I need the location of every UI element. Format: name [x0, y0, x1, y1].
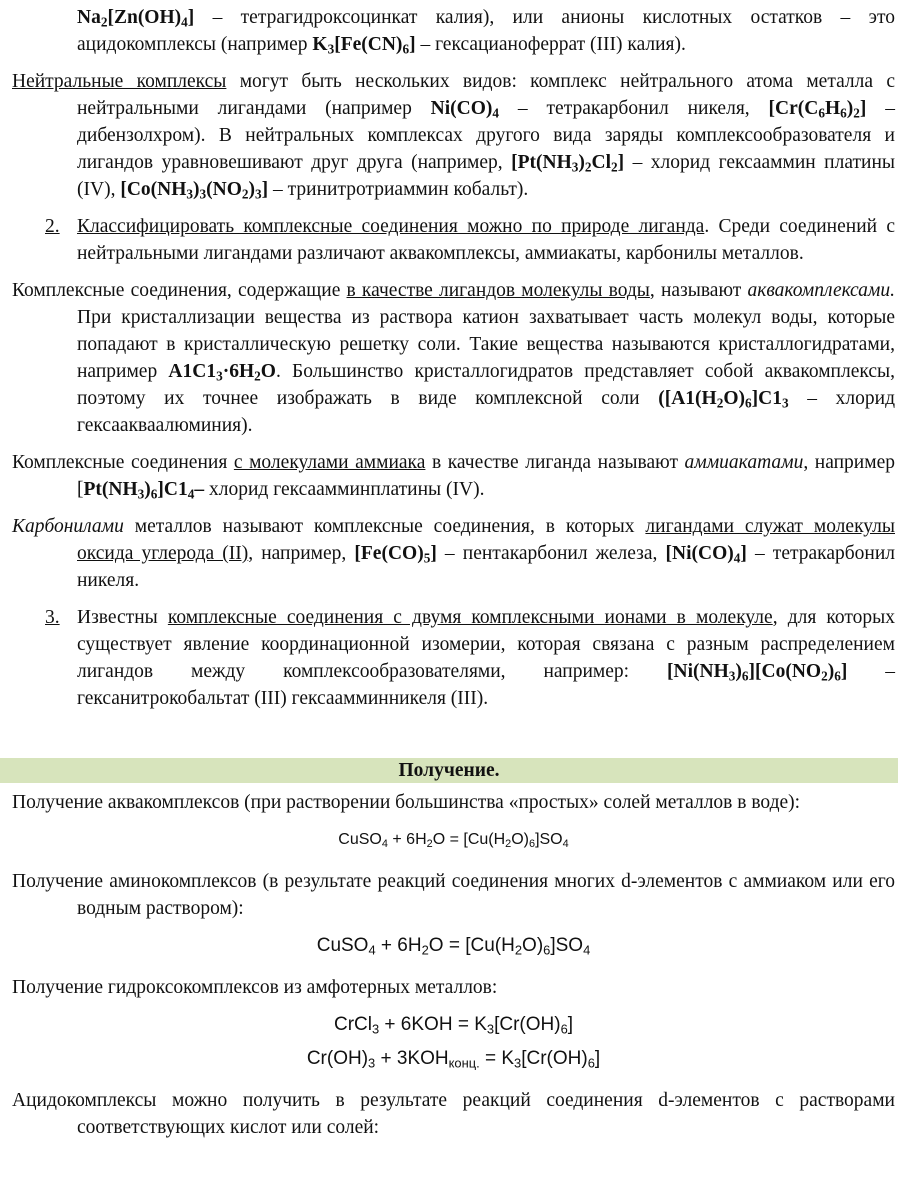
text-run: ] [859, 98, 867, 119]
paragraph-neutral-complexes [12, 68, 895, 203]
paragraph-hydroxo-preparation [12, 974, 895, 1001]
paragraph-aquacomplexes [12, 277, 895, 439]
text-run: – тетракарбонил никеля. [77, 543, 896, 591]
text-run: Cl [591, 152, 612, 173]
subscript-text: 3 [327, 41, 335, 57]
text-run: – гексанитрокобальтат (III) гексаамминникеля (III). [77, 661, 896, 709]
text-run: ) [144, 479, 151, 500]
subscript-text: 6 [150, 486, 158, 502]
paragraph-acido-preparation [12, 1087, 895, 1141]
text-run: ) [578, 152, 585, 173]
text-run: ] [261, 179, 269, 200]
subscript-text: 2 [716, 395, 724, 411]
subscript-text: 2 [100, 14, 108, 30]
subscript-text: 6 [818, 105, 825, 121]
text-run: могут быть нескольких видов: комплекс нейтрального атома металла с нейтральными лигандами (например [77, 71, 895, 119]
text-run: [Ni(NH [667, 661, 729, 682]
section-heading: Получение. [0, 758, 898, 783]
text-run: , например [ [77, 452, 895, 500]
text-run: аквакомплексами. [747, 280, 895, 301]
text-run: O) [723, 388, 745, 409]
text-run: ] [567, 1014, 574, 1035]
text-run: ) [248, 179, 256, 200]
subscript-text: 6 [560, 1021, 568, 1037]
text-run: ] [840, 661, 848, 682]
text-run: аммиакатами [684, 452, 804, 473]
equation-hydroxo-1 [12, 1011, 895, 1039]
subscript-text: 6 [529, 838, 536, 851]
text-run: Нейтральные комплексы [12, 71, 227, 92]
text-run: (NO [206, 179, 242, 200]
list-item-2 [12, 213, 895, 267]
text-run: A1C1 [168, 361, 217, 382]
text-run: [Zn(OH) [107, 7, 182, 28]
paragraph-ammines [12, 449, 895, 503]
subscript-text: 6 [741, 668, 749, 684]
text-run: [Ni(CO) [665, 543, 734, 564]
text-run: – хлорид гексааммин платины (IV), [77, 152, 895, 200]
subscript-text: 3 [216, 368, 223, 384]
equation-ammine [12, 932, 895, 960]
subscript-text: конц. [448, 1055, 480, 1071]
text-run: Комплексные соединения [12, 452, 234, 473]
text-run: – хлорид гексаакваалюминия). [77, 388, 895, 436]
text-run: комплексные соединения с двумя комплексными ионами в молекуле [167, 607, 773, 628]
subscript-text: 3 [514, 1055, 522, 1071]
text-run: Получение гидроксокомплексов из амфотерных металлов: [12, 977, 498, 998]
subscript-text: 6 [745, 395, 752, 411]
subscript-text: 2 [426, 838, 433, 851]
list-item-3 [12, 604, 895, 712]
subscript-text: 2 [584, 159, 592, 175]
text-run: ] [187, 7, 195, 28]
text-run: ]SO [535, 831, 563, 848]
text-run: K [312, 34, 328, 55]
text-run: [Cr(OH) [494, 1014, 561, 1035]
subscript-text: 2 [514, 942, 523, 958]
text-run: Получение аквакомплексов (при растворении большинства «простых» солей металлов в воде): [12, 792, 801, 813]
text-run: хлорид гексаамминплатины (IV). [204, 479, 485, 500]
text-run: – пентакарбонил железа, [436, 543, 666, 564]
text-run: При кристаллизации вещества из раствора катион захватывает часть молекул воды, которые попадают в кристаллическую решетку соли. Такие вещества называются кристаллогидратами, например [77, 307, 895, 382]
text-run: O = [Cu(H [432, 831, 506, 848]
text-run: [Fe(CN) [334, 34, 403, 55]
text-run: ] [740, 543, 747, 564]
text-run: – тетрагидроксоцинкат калия), или анионы кислотных остатков – это ацидокомплексы (например [77, 7, 895, 55]
subscript-text: 6 [834, 668, 841, 684]
text-run: в качестве лиганда называют [425, 452, 685, 473]
subscript-text: 2 [421, 942, 429, 958]
text-run: – дибензолхром). В нейтральных комплексах другого вида заряды комплексообразователя и лигандов уравновешивают друг друга (например, [77, 98, 895, 173]
text-run: Ni(CO) [430, 98, 493, 119]
subscript-text: 3 [199, 186, 207, 202]
subscript-text: 2 [241, 186, 249, 202]
text-run: ] [430, 543, 437, 564]
text-run: Известны [77, 607, 168, 628]
text-run: ]C1 [157, 479, 188, 500]
text-run: – [194, 479, 205, 500]
paragraph-carbonyls [12, 513, 895, 594]
text-run: ) [827, 661, 835, 682]
subscript-text: 4 [187, 486, 195, 502]
text-run: Комплексные соединения, содержащие [12, 280, 347, 301]
subscript-text: 4 [368, 942, 376, 958]
text-run: ]C1 [751, 388, 782, 409]
subscript-text: 3 [486, 1021, 495, 1037]
text-run: ][Co(NO [748, 661, 822, 682]
text-run: Cr(OH) [306, 1048, 369, 1069]
list-number: 2. [45, 216, 60, 237]
equation-aqua [12, 826, 895, 854]
subscript-text: 3 [186, 186, 194, 202]
subscript-text: 2 [853, 105, 860, 121]
text-run: – гексацианоферрат (III) калия). [415, 34, 686, 55]
subscript-text: 3 [255, 186, 262, 202]
subscript-text: 4 [583, 942, 591, 958]
text-run: ) [846, 98, 854, 119]
subscript-text: 3 [571, 159, 579, 175]
text-run: Классифицировать комплексные соединения можно по природе лиганда [77, 216, 705, 237]
subscript-text: 4 [492, 105, 500, 121]
text-run: H [824, 98, 841, 119]
subscript-text: 3 [371, 1021, 380, 1037]
text-run: ] [409, 34, 416, 55]
text-run: металлов называют комплексные соединения, в которых [123, 516, 646, 537]
text-run: лигандами служат молекулы оксида углерода (II) [77, 516, 895, 564]
text-run: Карбонилами [12, 516, 124, 537]
subscript-text: 5 [423, 550, 431, 566]
text-run: ·6H [222, 361, 255, 382]
text-run: . Большинство кристаллогидратов представляет собой аквакомплексы, поэтому их точнее изображать в виде комплексной соли [77, 361, 895, 409]
text-run: [Cr(OH) [521, 1048, 588, 1069]
text-run: Na [77, 7, 101, 28]
paragraph-aqua-preparation [12, 789, 895, 816]
subscript-text: 4 [181, 14, 188, 30]
text-run: – тетракарбонил никеля, [499, 98, 769, 119]
subscript-text: 4 [733, 550, 741, 566]
subscript-text: 3 [368, 1055, 376, 1071]
text-run: , называют [649, 280, 748, 301]
subscript-text: 6 [587, 1055, 595, 1071]
text-run: + 6KOH = K [379, 1014, 487, 1035]
text-run: ]SO [550, 935, 584, 956]
subscript-text: 3 [137, 486, 145, 502]
paragraph-ammine-preparation [12, 868, 895, 922]
text-run: ] [617, 152, 625, 173]
text-run: ] [594, 1048, 601, 1069]
text-run: + 6H [375, 935, 422, 956]
text-run: [Fe(CO) [354, 543, 424, 564]
subscript-text: 2 [505, 838, 512, 851]
text-run: , для которых существует явление координационной изомерии, которая связана с разным распределением лигандов между комплексообразователями, например: [77, 607, 896, 682]
text-run: в качестве лигандов молекулы воды [346, 280, 650, 301]
text-run: Получение аминокомплексов (в результате реакций соединения многих d-элементов с аммиаком или его водным раствором): [12, 871, 895, 919]
text-run: CuSO [338, 831, 382, 848]
text-run: [Pt(NH [511, 152, 572, 173]
text-run: ([A1(H [658, 388, 717, 409]
text-run: ) [193, 179, 200, 200]
text-run: O [260, 361, 276, 382]
subscript-text: 4 [562, 838, 569, 851]
list-item-text [77, 607, 895, 709]
text-run: Ацидокомплексы можно получить в результате реакций соединения d-элементов с растворами соответствующих кислот или солей: [12, 1090, 895, 1138]
subscript-text: 4 [381, 838, 388, 851]
text-run: – тринитротриаммин кобальт). [268, 179, 529, 200]
subscript-text: 2 [611, 159, 618, 175]
subscript-text: 6 [543, 942, 551, 958]
subscript-text: 6 [402, 41, 410, 57]
subscript-text: 3 [728, 668, 736, 684]
text-run: [Cr(C [768, 98, 819, 119]
text-run: O = [Cu(H [428, 935, 515, 956]
text-run: O) [511, 831, 529, 848]
subscript-text: 3 [781, 395, 789, 411]
text-run: ) [735, 661, 742, 682]
subscript-text: 2 [254, 368, 261, 384]
text-run: = K [479, 1048, 515, 1069]
equation-hydroxo-2 [12, 1045, 895, 1073]
subscript-text: 6 [840, 105, 847, 121]
text-run: O) [522, 935, 544, 956]
paragraph-anionic-complexes [12, 4, 895, 58]
text-run: Pt(NH [83, 479, 138, 500]
text-run: + 6H [387, 831, 427, 848]
text-run: [Co(NH [120, 179, 187, 200]
text-run: с молекулами аммиака [233, 452, 426, 473]
text-run: . Среди соединений с нейтральными лигандами различают аквакомплексы, аммиакаты, карбонилы металлов. [77, 216, 895, 264]
text-run: CrCl [333, 1014, 372, 1035]
text-run: + 3KOH [375, 1048, 449, 1069]
text-run: , например, [248, 543, 355, 564]
list-number: 3. [45, 607, 60, 628]
text-run: CuSO [316, 935, 369, 956]
subscript-text: 2 [821, 668, 828, 684]
list-item-text [77, 216, 895, 264]
